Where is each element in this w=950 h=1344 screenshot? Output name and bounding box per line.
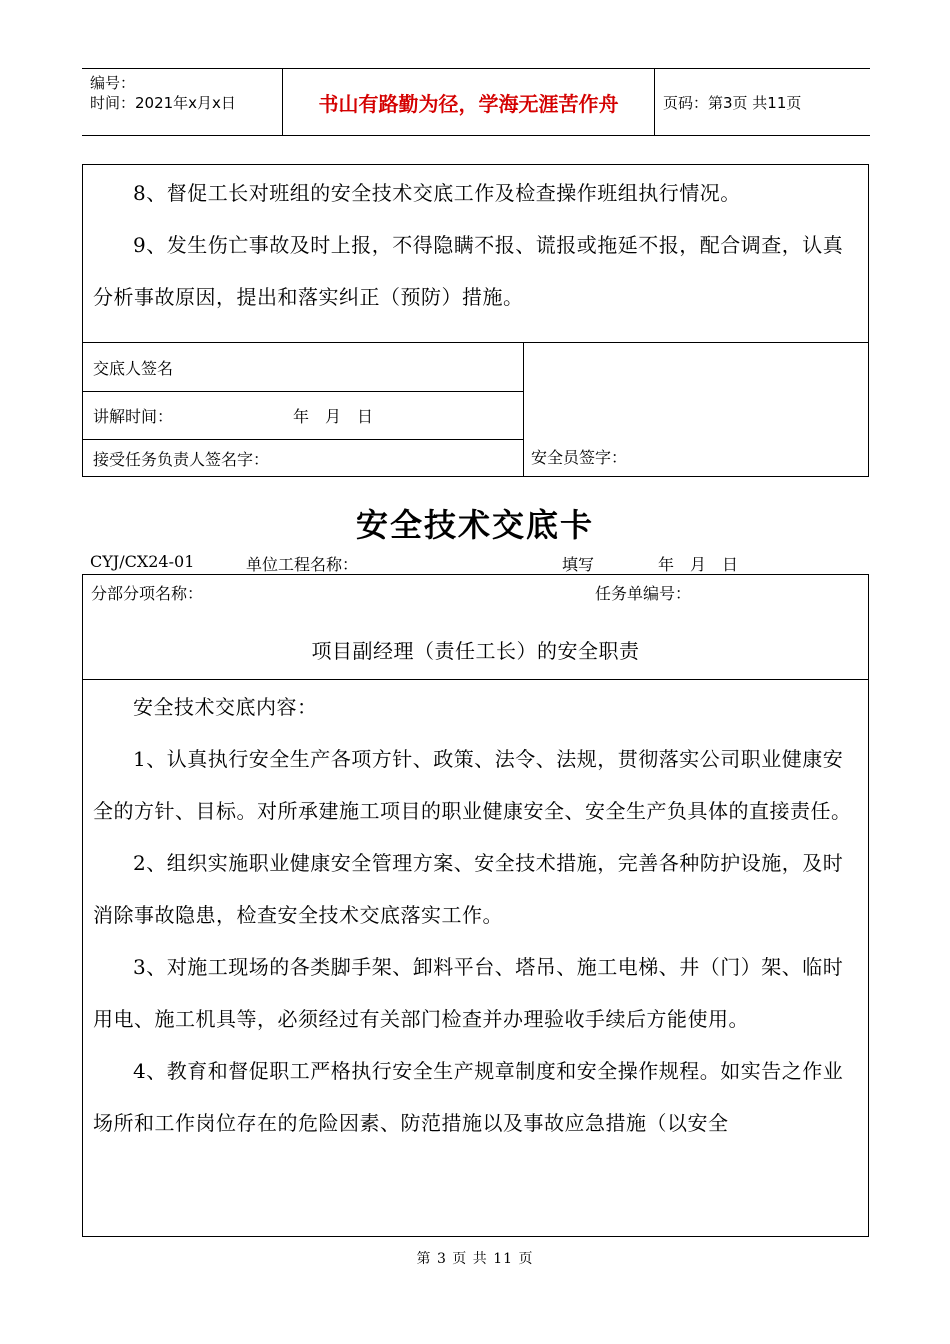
header-motto: 书山有路勤为径，学海无涯苦作舟 (282, 69, 655, 135)
responsibility-continuation-box (82, 164, 869, 343)
sub-item-name-label: 分部分项名称： (91, 584, 204, 603)
signature-table (82, 342, 869, 477)
project-name-label: 单位工程名称： (246, 555, 359, 574)
card-subject: 项目副经理（责任工长）的安全职责 (311, 639, 640, 663)
content-item-4: 4、教育和督促职工严格执行安全生产规章制度和安全操作规程。如实告之作业场所和工作岗位存在的危险因素、防范措施以及事故应急措施（以安全 (93, 1059, 844, 1135)
presenter-signature-label: 交底人签名 (93, 358, 174, 378)
number-label: 编号： (90, 74, 136, 92)
content-item-3: 3、对施工现场的各类脚手架、卸料平台、塔吊、施工电梯、井（门）架、临时用电、施工机具等，必须经过有关部门检查并办理验收手续后方能使用。 (93, 955, 844, 1031)
content-item-2: 2、组织实施职业健康安全管理方案、安全技术措施，完善各种防护设施，及时消除事故隐患，检查安全技术交底落实工作。 (93, 851, 844, 927)
document-header (82, 68, 870, 136)
header-meta (82, 69, 282, 135)
card-meta-line (90, 552, 870, 574)
fill-date: 年 月 日 (658, 555, 739, 574)
content-label: 安全技术交底内容： (133, 695, 318, 719)
card-header-box (82, 574, 869, 680)
date-label: 时间：2021年x月x日 (90, 94, 236, 112)
item-8: 8、督促工长对班组的安全技术交底工作及检查操作班组执行情况。 (133, 181, 741, 205)
fill-label: 填写 (562, 555, 595, 574)
card-title: 安全技术交底卡 (355, 506, 594, 544)
content-item-1: 1、认真执行安全生产各项方针、政策、法令、法规，贯彻落实公司职业健康安全的方针、目标。对所承建施工项目的职业健康安全、安全生产负具体的直接责任。 (93, 747, 852, 823)
task-number-label: 任务单编号： (595, 584, 692, 603)
safety-officer-signature-label: 安全员签字： (531, 448, 628, 467)
lecture-time-label: 讲解时间： 年 月 日 (93, 406, 374, 426)
card-code: CYJ/CX24-01 (90, 552, 195, 571)
divider (523, 343, 524, 476)
header-page-info: 页码：第3页 共11页 (663, 93, 802, 112)
page-footer: 第 3 页 共 11 页 (416, 1251, 534, 1267)
card-content-box (82, 679, 869, 1237)
receiver-signature-label: 接受任务负责人签名字： (93, 449, 270, 469)
item-9: 9、发生伤亡事故及时上报，不得隐瞒不报、谎报或拖延不报，配合调查，认真分析事故原因，提出和落实纠正（预防）措施。 (93, 233, 844, 309)
